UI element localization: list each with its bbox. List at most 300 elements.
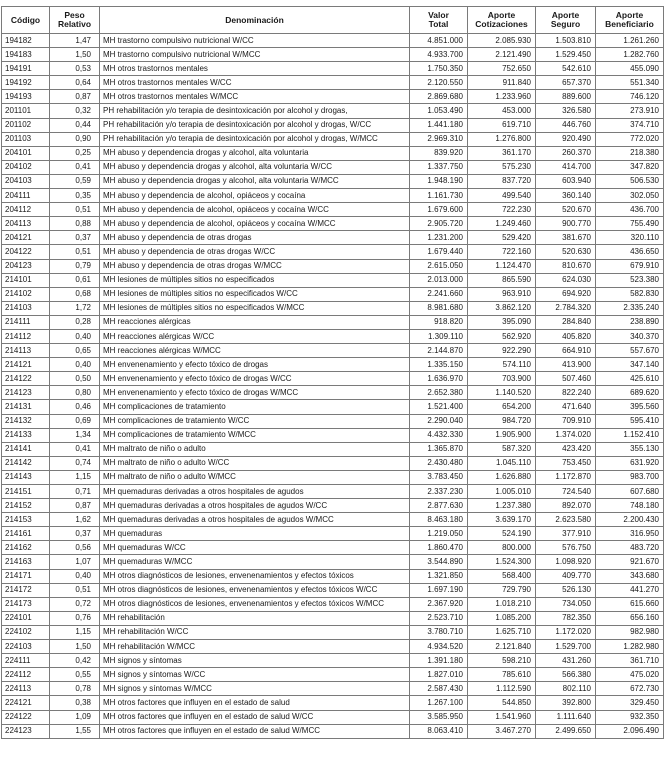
cell-peso-relativo: 0,40 [50, 358, 100, 372]
cell-aporte-beneficiario: 1.152.410 [596, 428, 664, 442]
table-row [2, 48, 664, 62]
cell-denominacion: MH rehabilitación [100, 611, 410, 625]
cell-peso-relativo: 0,80 [50, 386, 100, 400]
cell-peso-relativo: 1,15 [50, 625, 100, 639]
table-row [2, 640, 664, 654]
header-aporte-beneficiario: Aporte Beneficiario [596, 7, 664, 34]
cell-denominacion: PH rehabilitación y/o terapia de desintoxicación por alcohol y drogas, [100, 104, 410, 118]
cell-codigo: 224103 [2, 640, 50, 654]
cell-aporte-cotizaciones: 395.090 [468, 315, 536, 329]
cell-aporte-seguro: 542.610 [536, 62, 596, 76]
cell-aporte-seguro: 657.370 [536, 76, 596, 90]
cell-aporte-cotizaciones: 361.170 [468, 146, 536, 160]
cell-peso-relativo: 0,69 [50, 414, 100, 428]
cell-valor-total: 918.820 [410, 315, 468, 329]
cell-valor-total: 1.948.190 [410, 174, 468, 188]
document-page [1, 6, 663, 739]
cell-valor-total: 1.750.350 [410, 62, 468, 76]
cell-aporte-cotizaciones: 922.290 [468, 344, 536, 358]
cell-aporte-cotizaciones: 785.610 [468, 668, 536, 682]
cell-aporte-beneficiario: 340.370 [596, 329, 664, 343]
table-row [2, 499, 664, 513]
table-row [2, 470, 664, 484]
cell-aporte-beneficiario: 347.140 [596, 358, 664, 372]
cell-denominacion: MH complicaciones de tratamiento W/CC [100, 414, 410, 428]
cell-peso-relativo: 0,41 [50, 160, 100, 174]
cell-aporte-cotizaciones: 544.850 [468, 696, 536, 710]
cell-aporte-cotizaciones: 722.160 [468, 245, 536, 259]
cell-denominacion: MH abuso y dependencia de otras drogas W/CC [100, 245, 410, 259]
cell-aporte-beneficiario: 1.282.980 [596, 640, 664, 654]
cell-aporte-beneficiario: 557.670 [596, 344, 664, 358]
cell-peso-relativo: 0,56 [50, 541, 100, 555]
cell-denominacion: MH rehabilitación W/CC [100, 625, 410, 639]
table-row [2, 611, 664, 625]
cell-aporte-beneficiario: 551.340 [596, 76, 664, 90]
cell-aporte-seguro: 603.940 [536, 174, 596, 188]
cell-aporte-beneficiario: 441.270 [596, 583, 664, 597]
cell-aporte-seguro: 431.260 [536, 654, 596, 668]
cell-denominacion: MH envenenamiento y efecto tóxico de drogas W/MCC [100, 386, 410, 400]
cell-valor-total: 8.463.180 [410, 513, 468, 527]
cell-peso-relativo: 0,28 [50, 315, 100, 329]
cell-aporte-seguro: 471.640 [536, 400, 596, 414]
cell-codigo: 214121 [2, 358, 50, 372]
cell-aporte-cotizaciones: 1.233.960 [468, 90, 536, 104]
cell-denominacion: MH abuso y dependencia de alcohol, opiáceos y cocaína [100, 189, 410, 203]
cell-peso-relativo: 0,32 [50, 104, 100, 118]
cell-denominacion: MH reacciones alérgicas W/CC [100, 329, 410, 343]
cell-valor-total: 3.585.950 [410, 710, 468, 724]
cell-aporte-seguro: 2.784.320 [536, 301, 596, 315]
cell-codigo: 204113 [2, 217, 50, 231]
cell-aporte-seguro: 753.450 [536, 456, 596, 470]
cell-aporte-beneficiario: 689.620 [596, 386, 664, 400]
cell-valor-total: 1.679.440 [410, 245, 468, 259]
cell-valor-total: 2.367.920 [410, 597, 468, 611]
cell-denominacion: MH trastorno compulsivo nutricional W/MCC [100, 48, 410, 62]
cell-peso-relativo: 0,51 [50, 583, 100, 597]
cell-aporte-cotizaciones: 3.862.120 [468, 301, 536, 315]
cell-aporte-beneficiario: 238.890 [596, 315, 664, 329]
cell-aporte-cotizaciones: 1.276.800 [468, 132, 536, 146]
cell-peso-relativo: 0,68 [50, 287, 100, 301]
cell-aporte-seguro: 413.900 [536, 358, 596, 372]
table-row [2, 273, 664, 287]
cell-peso-relativo: 0,74 [50, 456, 100, 470]
cell-aporte-cotizaciones: 562.920 [468, 329, 536, 343]
cell-valor-total: 1.161.730 [410, 189, 468, 203]
cell-denominacion: MH trastorno compulsivo nutricional W/CC [100, 34, 410, 48]
table-row [2, 654, 664, 668]
cell-aporte-seguro: 526.130 [536, 583, 596, 597]
table-row [2, 386, 664, 400]
cell-aporte-beneficiario: 320.110 [596, 231, 664, 245]
cell-peso-relativo: 0,72 [50, 597, 100, 611]
cell-aporte-beneficiario: 932.350 [596, 710, 664, 724]
cell-aporte-cotizaciones: 1.625.710 [468, 625, 536, 639]
cell-denominacion: MH abuso y dependencia de alcohol, opiáceos y cocaína W/CC [100, 203, 410, 217]
table-row [2, 62, 664, 76]
cell-aporte-cotizaciones: 752.650 [468, 62, 536, 76]
cell-aporte-beneficiario: 921.670 [596, 555, 664, 569]
cell-aporte-beneficiario: 2.200.430 [596, 513, 664, 527]
cell-aporte-beneficiario: 506.530 [596, 174, 664, 188]
cell-denominacion: MH lesiones de múltiples sitios no especificados [100, 273, 410, 287]
cell-denominacion: MH maltrato de niño o adulto W/MCC [100, 470, 410, 484]
cell-peso-relativo: 0,41 [50, 442, 100, 456]
cell-peso-relativo: 0,64 [50, 76, 100, 90]
table-row [2, 583, 664, 597]
table-row [2, 358, 664, 372]
cell-aporte-beneficiario: 772.020 [596, 132, 664, 146]
cell-peso-relativo: 0,61 [50, 273, 100, 287]
cell-valor-total: 2.120.550 [410, 76, 468, 90]
cell-peso-relativo: 1,07 [50, 555, 100, 569]
cell-aporte-seguro: 446.760 [536, 118, 596, 132]
cell-denominacion: MH quemaduras derivadas a otros hospitales de agudos W/MCC [100, 513, 410, 527]
cell-aporte-seguro: 381.670 [536, 231, 596, 245]
cell-aporte-seguro: 566.380 [536, 668, 596, 682]
cell-valor-total: 1.321.850 [410, 569, 468, 583]
cell-peso-relativo: 0,53 [50, 62, 100, 76]
table-row [2, 414, 664, 428]
cell-peso-relativo: 0,44 [50, 118, 100, 132]
cell-peso-relativo: 1,15 [50, 470, 100, 484]
cell-aporte-beneficiario: 523.380 [596, 273, 664, 287]
cell-peso-relativo: 1,50 [50, 640, 100, 654]
cell-denominacion: PH rehabilitación y/o terapia de desintoxicación por alcohol y drogas, W/CC [100, 118, 410, 132]
cell-valor-total: 1.697.190 [410, 583, 468, 597]
cell-peso-relativo: 0,51 [50, 203, 100, 217]
cell-codigo: 194183 [2, 48, 50, 62]
cell-denominacion: MH abuso y dependencia de otras drogas W/MCC [100, 259, 410, 273]
cell-valor-total: 2.652.380 [410, 386, 468, 400]
cell-aporte-seguro: 1.503.810 [536, 34, 596, 48]
cell-aporte-cotizaciones: 703.900 [468, 372, 536, 386]
cell-codigo: 214173 [2, 597, 50, 611]
cell-aporte-seguro: 360.140 [536, 189, 596, 203]
cell-codigo: 214102 [2, 287, 50, 301]
cell-aporte-seguro: 409.770 [536, 569, 596, 583]
table-row [2, 682, 664, 696]
cell-aporte-beneficiario: 679.910 [596, 259, 664, 273]
cell-denominacion: MH otros trastornos mentales W/CC [100, 76, 410, 90]
table-row [2, 344, 664, 358]
cell-aporte-seguro: 2.623.580 [536, 513, 596, 527]
cell-aporte-beneficiario: 347.820 [596, 160, 664, 174]
table-row [2, 259, 664, 273]
cell-codigo: 204112 [2, 203, 50, 217]
cell-aporte-seguro: 520.670 [536, 203, 596, 217]
cell-codigo: 204101 [2, 146, 50, 160]
cell-valor-total: 2.877.630 [410, 499, 468, 513]
table-row [2, 146, 664, 160]
cell-aporte-beneficiario: 615.660 [596, 597, 664, 611]
cell-denominacion: MH reacciones alérgicas W/MCC [100, 344, 410, 358]
cell-peso-relativo: 0,78 [50, 682, 100, 696]
cell-peso-relativo: 0,51 [50, 245, 100, 259]
table-row [2, 132, 664, 146]
cell-codigo: 214172 [2, 583, 50, 597]
cell-valor-total: 2.969.310 [410, 132, 468, 146]
cell-denominacion: MH quemaduras W/CC [100, 541, 410, 555]
cell-codigo: 224102 [2, 625, 50, 639]
table-row [2, 287, 664, 301]
cell-aporte-beneficiario: 425.610 [596, 372, 664, 386]
table-row [2, 668, 664, 682]
cell-codigo: 204122 [2, 245, 50, 259]
cell-denominacion: MH signos y síntomas W/MCC [100, 682, 410, 696]
cell-aporte-beneficiario: 302.050 [596, 189, 664, 203]
cell-denominacion: MH maltrato de niño o adulto W/CC [100, 456, 410, 470]
cell-peso-relativo: 0,46 [50, 400, 100, 414]
cell-codigo: 214153 [2, 513, 50, 527]
cell-codigo: 214142 [2, 456, 50, 470]
cell-aporte-beneficiario: 475.020 [596, 668, 664, 682]
cell-codigo: 214122 [2, 372, 50, 386]
cell-peso-relativo: 0,59 [50, 174, 100, 188]
cell-peso-relativo: 1,55 [50, 724, 100, 738]
cell-aporte-cotizaciones: 1.905.900 [468, 428, 536, 442]
cell-valor-total: 2.905.720 [410, 217, 468, 231]
cell-aporte-cotizaciones: 1.018.210 [468, 597, 536, 611]
cell-denominacion: MH lesiones de múltiples sitios no especificados W/MCC [100, 301, 410, 315]
cell-denominacion: MH otros trastornos mentales W/MCC [100, 90, 410, 104]
cell-aporte-seguro: 709.910 [536, 414, 596, 428]
cell-codigo: 224101 [2, 611, 50, 625]
cell-codigo: 214103 [2, 301, 50, 315]
cell-aporte-beneficiario: 2.096.490 [596, 724, 664, 738]
table-row [2, 174, 664, 188]
cell-aporte-cotizaciones: 3.467.270 [468, 724, 536, 738]
cell-aporte-seguro: 1.172.870 [536, 470, 596, 484]
table-row [2, 513, 664, 527]
cell-denominacion: MH quemaduras W/MCC [100, 555, 410, 569]
cell-denominacion: MH signos y síntomas [100, 654, 410, 668]
cell-peso-relativo: 0,37 [50, 527, 100, 541]
table-row [2, 245, 664, 259]
cell-aporte-beneficiario: 329.450 [596, 696, 664, 710]
table-row [2, 597, 664, 611]
cell-aporte-seguro: 520.630 [536, 245, 596, 259]
cell-peso-relativo: 1,09 [50, 710, 100, 724]
cell-aporte-beneficiario: 672.730 [596, 682, 664, 696]
table-row [2, 76, 664, 90]
cell-aporte-cotizaciones: 1.249.460 [468, 217, 536, 231]
cell-aporte-cotizaciones: 1.237.380 [468, 499, 536, 513]
cell-valor-total: 2.144.870 [410, 344, 468, 358]
cell-peso-relativo: 0,37 [50, 231, 100, 245]
cell-peso-relativo: 0,90 [50, 132, 100, 146]
cell-aporte-beneficiario: 656.160 [596, 611, 664, 625]
cell-denominacion: MH quemaduras derivadas a otros hospitales de agudos [100, 485, 410, 499]
cell-codigo: 204111 [2, 189, 50, 203]
cell-codigo: 214133 [2, 428, 50, 442]
cell-valor-total: 2.523.710 [410, 611, 468, 625]
cell-aporte-beneficiario: 361.710 [596, 654, 664, 668]
cell-peso-relativo: 0,88 [50, 217, 100, 231]
table-row [2, 315, 664, 329]
cell-aporte-seguro: 2.499.650 [536, 724, 596, 738]
table-body [2, 34, 664, 739]
table-row [2, 555, 664, 569]
cell-aporte-seguro: 1.172.020 [536, 625, 596, 639]
cell-denominacion: MH otros factores que influyen en el estado de salud W/CC [100, 710, 410, 724]
cell-codigo: 194193 [2, 90, 50, 104]
cell-aporte-cotizaciones: 1.524.300 [468, 555, 536, 569]
header-aporte-seguro: Aporte Seguro [536, 7, 596, 34]
cell-aporte-cotizaciones: 654.200 [468, 400, 536, 414]
cell-valor-total: 1.231.200 [410, 231, 468, 245]
cell-aporte-seguro: 892.070 [536, 499, 596, 513]
cell-peso-relativo: 0,38 [50, 696, 100, 710]
cell-valor-total: 1.441.180 [410, 118, 468, 132]
cell-valor-total: 2.587.430 [410, 682, 468, 696]
cell-valor-total: 4.432.330 [410, 428, 468, 442]
cell-aporte-seguro: 392.800 [536, 696, 596, 710]
cell-valor-total: 3.783.450 [410, 470, 468, 484]
cell-aporte-beneficiario: 982.980 [596, 625, 664, 639]
cell-aporte-cotizaciones: 499.540 [468, 189, 536, 203]
header-peso-relativo: Peso Relativo [50, 7, 100, 34]
cell-aporte-seguro: 405.820 [536, 329, 596, 343]
cell-peso-relativo: 0,55 [50, 668, 100, 682]
cell-aporte-seguro: 377.910 [536, 527, 596, 541]
cell-codigo: 214151 [2, 485, 50, 499]
cell-denominacion: MH abuso y dependencia de alcohol, opiáceos y cocaína W/MCC [100, 217, 410, 231]
cell-valor-total: 2.430.480 [410, 456, 468, 470]
table-row [2, 724, 664, 738]
cell-peso-relativo: 1,62 [50, 513, 100, 527]
cell-valor-total: 3.544.890 [410, 555, 468, 569]
cell-peso-relativo: 1,50 [50, 48, 100, 62]
cell-aporte-beneficiario: 582.830 [596, 287, 664, 301]
cell-valor-total: 1.827.010 [410, 668, 468, 682]
cell-denominacion: MH otros diagnósticos de lesiones, envenenamientos y efectos tóxicos W/CC [100, 583, 410, 597]
cell-denominacion: MH otros diagnósticos de lesiones, envenenamientos y efectos tóxicos [100, 569, 410, 583]
cell-codigo: 201101 [2, 104, 50, 118]
cell-aporte-seguro: 260.370 [536, 146, 596, 160]
table-row [2, 400, 664, 414]
cell-codigo: 214141 [2, 442, 50, 456]
cell-aporte-cotizaciones: 1.112.590 [468, 682, 536, 696]
cell-denominacion: MH maltrato de niño o adulto [100, 442, 410, 456]
cell-aporte-seguro: 734.050 [536, 597, 596, 611]
cell-peso-relativo: 0,42 [50, 654, 100, 668]
cell-peso-relativo: 1,47 [50, 34, 100, 48]
cell-codigo: 224121 [2, 696, 50, 710]
cell-denominacion: MH quemaduras [100, 527, 410, 541]
cell-aporte-seguro: 284.840 [536, 315, 596, 329]
cell-codigo: 214152 [2, 499, 50, 513]
table-row [2, 485, 664, 499]
table-row [2, 160, 664, 174]
table-row [2, 710, 664, 724]
cell-valor-total: 4.933.700 [410, 48, 468, 62]
cell-peso-relativo: 0,87 [50, 499, 100, 513]
cell-aporte-cotizaciones: 619.710 [468, 118, 536, 132]
cell-aporte-cotizaciones: 1.045.110 [468, 456, 536, 470]
cell-aporte-seguro: 810.670 [536, 259, 596, 273]
cell-aporte-cotizaciones: 729.790 [468, 583, 536, 597]
cell-valor-total: 1.391.180 [410, 654, 468, 668]
cell-denominacion: MH reacciones alérgicas [100, 315, 410, 329]
cell-codigo: 224122 [2, 710, 50, 724]
cell-aporte-cotizaciones: 837.720 [468, 174, 536, 188]
table-row [2, 34, 664, 48]
cell-denominacion: MH abuso y dependencia de otras drogas [100, 231, 410, 245]
cell-codigo: 194182 [2, 34, 50, 48]
cell-aporte-cotizaciones: 598.210 [468, 654, 536, 668]
cell-aporte-seguro: 694.920 [536, 287, 596, 301]
cell-aporte-cotizaciones: 3.639.170 [468, 513, 536, 527]
cell-denominacion: MH abuso y dependencia drogas y alcohol, alta voluntaria W/CC [100, 160, 410, 174]
table-row [2, 696, 664, 710]
cell-codigo: 224111 [2, 654, 50, 668]
cell-valor-total: 2.013.000 [410, 273, 468, 287]
cell-valor-total: 8.063.410 [410, 724, 468, 738]
cell-aporte-cotizaciones: 1.005.010 [468, 485, 536, 499]
cell-peso-relativo: 0,76 [50, 611, 100, 625]
cell-aporte-seguro: 1.529.450 [536, 48, 596, 62]
cell-aporte-seguro: 920.490 [536, 132, 596, 146]
cell-denominacion: MH lesiones de múltiples sitios no especificados W/CC [100, 287, 410, 301]
cell-peso-relativo: 1,34 [50, 428, 100, 442]
cell-codigo: 214111 [2, 315, 50, 329]
cell-aporte-beneficiario: 355.130 [596, 442, 664, 456]
table-row [2, 329, 664, 343]
cell-aporte-beneficiario: 983.700 [596, 470, 664, 484]
cell-aporte-beneficiario: 395.560 [596, 400, 664, 414]
cell-valor-total: 2.290.040 [410, 414, 468, 428]
cell-aporte-seguro: 576.750 [536, 541, 596, 555]
cell-codigo: 201103 [2, 132, 50, 146]
cell-codigo: 204121 [2, 231, 50, 245]
cell-valor-total: 1.679.600 [410, 203, 468, 217]
cell-aporte-cotizaciones: 453.000 [468, 104, 536, 118]
cell-peso-relativo: 1,72 [50, 301, 100, 315]
cell-valor-total: 1.860.470 [410, 541, 468, 555]
cell-aporte-beneficiario: 631.920 [596, 456, 664, 470]
cell-valor-total: 2.241.660 [410, 287, 468, 301]
cell-aporte-beneficiario: 483.720 [596, 541, 664, 555]
cell-codigo: 214171 [2, 569, 50, 583]
cell-valor-total: 1.636.970 [410, 372, 468, 386]
cell-denominacion: MH otros diagnósticos de lesiones, envenenamientos y efectos tóxicos W/MCC [100, 597, 410, 611]
cell-aporte-beneficiario: 436.700 [596, 203, 664, 217]
table-row [2, 217, 664, 231]
cell-aporte-cotizaciones: 865.590 [468, 273, 536, 287]
cell-aporte-beneficiario: 343.680 [596, 569, 664, 583]
cell-denominacion: MH quemaduras derivadas a otros hospitales de agudos W/CC [100, 499, 410, 513]
cell-valor-total: 1.335.150 [410, 358, 468, 372]
cell-peso-relativo: 0,65 [50, 344, 100, 358]
cell-codigo: 194192 [2, 76, 50, 90]
cell-aporte-beneficiario: 607.680 [596, 485, 664, 499]
cell-valor-total: 2.869.680 [410, 90, 468, 104]
cell-aporte-cotizaciones: 1.626.880 [468, 470, 536, 484]
cell-denominacion: MH rehabilitación W/MCC [100, 640, 410, 654]
cell-aporte-beneficiario: 595.410 [596, 414, 664, 428]
cell-aporte-beneficiario: 1.282.760 [596, 48, 664, 62]
cell-valor-total: 839.920 [410, 146, 468, 160]
table-row [2, 428, 664, 442]
cell-aporte-seguro: 414.700 [536, 160, 596, 174]
table-row [2, 456, 664, 470]
cell-aporte-seguro: 900.770 [536, 217, 596, 231]
table-row [2, 569, 664, 583]
